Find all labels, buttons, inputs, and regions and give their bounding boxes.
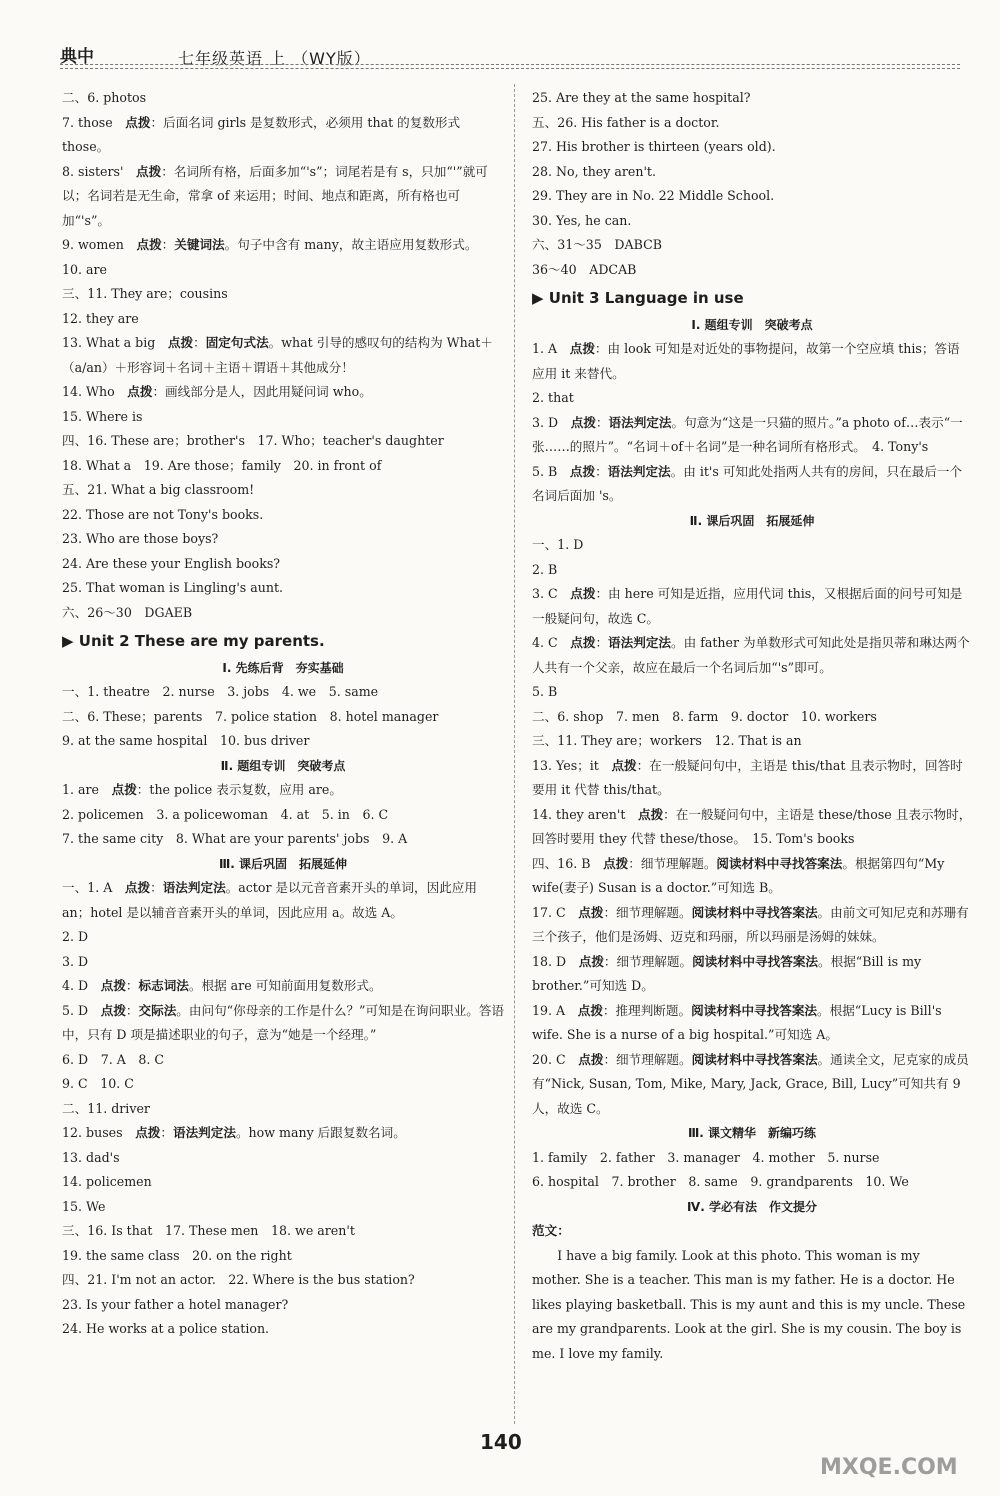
section-heading: Ⅰ. 先练后背 夯实基础 [222,660,344,675]
answer-line: 27. His brother is thirteen (years old). [532,139,776,154]
answer-line: 7. the same city 8. What are your parents' jobs 9. A [62,831,408,846]
answer-line: 1. family 2. father 3. manager 4. mother 5. nurse [532,1149,880,1165]
answer-line: 24. Are these your English books? [62,555,281,571]
book-title: 七年级英语 上 （WY版） [178,49,371,68]
answer-line: 5. D 点拨：交际法。由问句“你母亲的工作是什么？”可知是在询问职业。答语中，只有 D 项是描述职业的句子，意为“她是一个经理。” [62,1002,505,1042]
page-number: 140 [480,1430,522,1454]
answer-line: 25. Are they at the same hospital? [532,90,751,105]
answer-line: 2. B [532,561,558,577]
section-heading: Ⅱ. 课后巩固 拓展延伸 [689,513,815,528]
answer-line: 6. hospital 7. brother 8. same 9. grandparents 10. We [532,1174,909,1189]
watermark-site: MXQE.COM [820,1455,958,1480]
answer-line: 1. are 点拨：the police 表示复数，应用 are。 [62,782,342,797]
left-column [62,86,504,1342]
section-heading: Ⅲ. 课后巩固 拓展延伸 [218,856,348,871]
answer-line: 六、26～30 DGAEB [62,604,193,620]
sample-essay: I have a big family. Look at this photo. This woman is my mother. She is a teacher. This man is my father. He is a doctor. He likes playing basketball. This is my aunt and this is my uncle. These are my grandparents. Look at the girl. She is my cousin. The boy is me. I love my family. [532,1247,966,1361]
answer-line: 1. A 点拨：由 look 可知是对近处的事物提问，故第一个空应填 this；答语应用 it 来替代。 [532,341,960,381]
answer-line: 6. D 7. A 8. C [62,1051,165,1067]
answer-line: 五、26. His father is a doctor. [532,114,720,130]
answer-line: 28. No, they aren't. [532,163,657,179]
column-divider [514,84,515,1424]
answer-line: 22. Those are not Tony's books. [62,506,264,522]
answer-line: 13. Yes；it 点拨：在一般疑问句中，主语是 this/that 且表示物时，回答时要用 it 代替 this/that。 [532,757,963,797]
answer-line: 14. policemen [62,1174,152,1189]
answer-line: 六、31～35 DABCB [532,237,662,252]
section-heading: Ⅲ. 课文精华 新编巧练 [687,1126,817,1140]
answer-line: 一、1. theatre 2. nurse 3. jobs 4. we 5. same [62,684,379,699]
answer-line: 4. D 点拨：标志词法。根据 are 可知前面用复数形式。 [62,978,382,993]
answer-line: 18. D 点拨：细节理解题。阅读材料中寻找答案法。根据“Bill is my brother.”可知选 D。 [532,953,922,993]
answer-line: 24. He works at a police station. [62,1321,270,1336]
answer-line: 19. A 点拨：推理判断题。阅读材料中寻找答案法。根据“Lucy is Bill's wife. She is a nurse of a big hospital.”可知选 A。 [532,1002,942,1042]
answer-line: 17. C 点拨：细节理解题。阅读材料中寻找答案法。由前文可知尼克和苏珊有三个孩子，他们是汤姆、迈克和玛丽，所以玛丽是汤姆的妹妹。 [532,904,969,944]
answer-line: 29. They are in No. 22 Middle School. [532,188,775,203]
answer-line: 范文： [532,1223,570,1238]
answer-line: 2. that [532,390,574,405]
answer-line: 三、11. They are；cousins [62,286,228,301]
answer-line: 5. B 点拨：语法判定法。由 it's 可知此处指两人共有的房间，只在最后一个名词后面加 's。 [532,463,963,503]
book-logo: 典中 [60,47,94,67]
answer-line: 二、6. photos [62,90,147,105]
answer-line: 7. those 点拨：后面名词 girls 是复数形式，必须用 that 的复数形式 those。 [62,114,461,154]
answer-line: 9. C 10. C [62,1076,134,1091]
answer-line: 19. the same class 20. on the right [62,1247,292,1263]
answer-line: 2. D [62,929,89,944]
header-rule [60,64,960,69]
answer-line: 2. policemen 3. a policewoman 4. at 5. in 6. C [62,806,389,822]
answer-line: 8. sisters' 点拨：名词所有格，后面多加“'s”；词尾若是有 s，只加“'”就可以；名词若是无生命，常拿 of 来运用；时间、地点和距离，所有格也可加“'s”。 [62,163,488,228]
answer-line: 13. dad's [62,1149,120,1165]
answer-line: 9. women 点拨：关键词法。句子中含有 many，故主语应用复数形式。 [62,237,478,252]
answer-line: 四、21. I'm not an actor. 22. Where is the bus station? [62,1272,415,1287]
answer-line: 30. Yes, he can. [532,212,632,228]
answer-line: 15. We [62,1198,106,1214]
answer-line: 5. B [532,684,558,699]
unit-heading: ▶ Unit 3 Language in use [532,289,744,307]
right-column [532,86,972,1366]
answer-line: 一、1. A 点拨：语法判定法。actor 是以元音音素开头的单词，因此应用 an；hotel 是以辅音音素开头的单词，因此应用 a。故选 A。 [62,880,477,920]
answer-line: 四、16. These are；brother's 17. Who；teacher's daughter [62,433,444,448]
answer-line: 3. D 点拨：语法判定法。句意为“这是一只猫的照片。”a photo of…表示“一张……的照片”。“名词＋of＋名词”是一种名词所有格形式。 4. Tony's [532,414,963,454]
answer-line: 14. Who 点拨：画线部分是人，因此用疑问词 who。 [62,384,372,399]
answer-line: 14. they aren't 点拨：在一般疑问句中，主语是 these/those 且表示物时，回答时要用 they 代替 these/those。 15. Tom's books [532,806,972,846]
answer-line: 25. That woman is Lingling's aunt. [62,580,284,595]
answer-line: 23. Is your father a hotel manager? [62,1296,289,1312]
answer-line: 3. D [62,953,89,969]
answer-line: 二、6. These；parents 7. police station 8. hotel manager [62,708,439,724]
answer-line: 12. they are [62,310,139,326]
answer-line: 10. are [62,261,108,277]
section-heading: Ⅳ. 学必有法 作文提分 [687,1199,817,1214]
answer-line: 三、16. Is that 17. These men 18. we aren't [62,1223,355,1238]
answer-line: 23. Who are those boys? [62,531,219,546]
answer-line: 12. buses 点拨：语法判定法。how many 后跟复数名词。 [62,1125,406,1140]
answer-line: 15. Where is [62,408,143,424]
answer-line: 13. What a big 点拨：固定句式法。what 引导的感叹句的结构为 What＋（a/an）＋形容词＋名词＋主语＋谓语＋其他成分！ [62,335,493,375]
answer-line: 4. C 点拨：语法判定法。由 father 为单数形式可知此处是指贝蒂和琳达两个人共有一个父亲，故应在最后一个名词后加“'s”即可。 [532,635,970,675]
section-heading: Ⅰ. 题组专训 突破考点 [691,317,813,332]
section-heading: Ⅱ. 题组专训 突破考点 [220,758,346,773]
answer-line: 五、21. What a big classroom! [62,482,255,497]
answer-line: 二、11. driver [62,1100,150,1116]
answer-line: 一、1. D [532,537,584,552]
answer-line: 四、16. B 点拨：细节理解题。阅读材料中寻找答案法。根据第四句“My wife(妻子) Susan is a doctor.”可知选 B。 [532,855,945,895]
page-header [60,40,960,70]
answer-line: 18. What a 19. Are those；family 20. in front of [62,457,382,473]
answer-line: 9. at the same hospital 10. bus driver [62,733,310,748]
answer-line: 二、6. shop 7. men 8. farm 9. doctor 10. workers [532,708,877,724]
answer-line: 三、11. They are；workers 12. That is an [532,733,802,748]
answer-line: 36～40 ADCAB [532,261,637,277]
answer-line: 20. C 点拨：细节理解题。阅读材料中寻找答案法。通读全文，尼克家的成员有“Nick, Susan, Tom, Mike, Mary, Jack, Grace, Bill, Lucy”可知共有 9 人，故选 C。 [532,1051,969,1116]
unit-heading: ▶ Unit 2 These are my parents. [62,632,325,650]
answer-line: 3. C 点拨：由 here 可知是近指，应用代词 this，又根据后面的问号可知是一般疑问句，故选 C。 [532,586,963,626]
